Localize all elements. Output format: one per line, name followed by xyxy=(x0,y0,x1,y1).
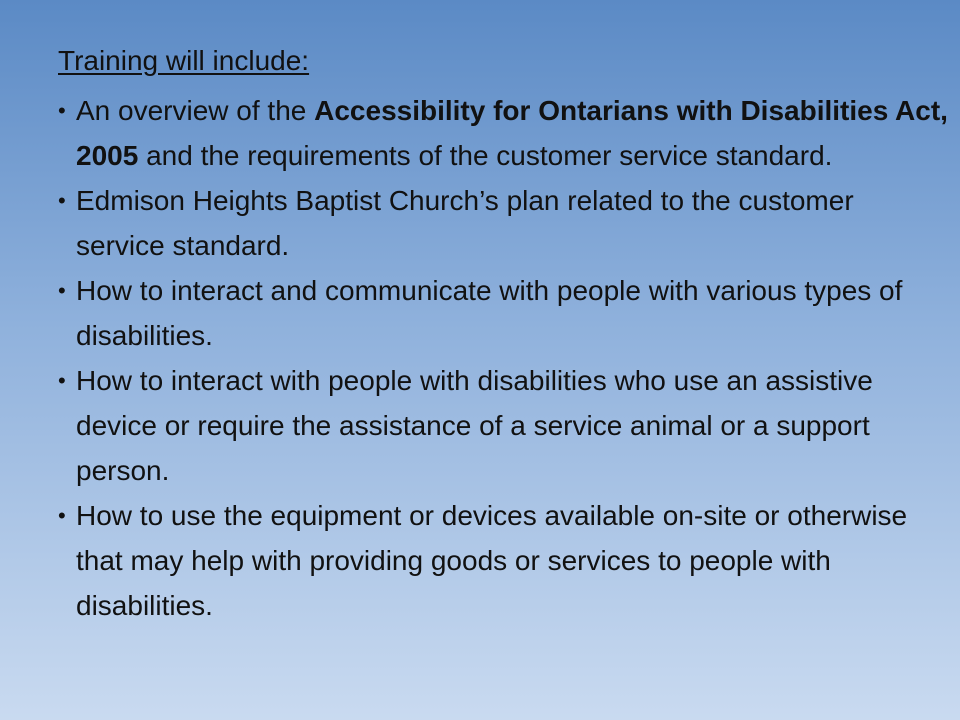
bullet-text: How to use the equipment or devices available on-site or otherwise that may help with providing goods or services to people with disabilities. xyxy=(76,500,908,621)
bullet-item-assistive-device xyxy=(58,358,948,493)
bullet-icon: • xyxy=(58,98,66,123)
bullet-text: How to interact with people with disabilities who use an assistive device or require the assistance of a service animal or a support person. xyxy=(76,365,873,486)
bullet-item-interact-communicate xyxy=(58,268,948,358)
bullet-icon: • xyxy=(58,278,66,303)
bullet-text-pre: An overview of the xyxy=(76,95,315,126)
bullet-icon: • xyxy=(58,368,66,393)
bullet-text: How to interact and communicate with people with various types of disabilities. xyxy=(76,275,903,351)
slide-content xyxy=(58,42,948,628)
bullet-item-church-plan xyxy=(58,178,948,268)
bullet-text-post: and the requirements of the customer service standard. xyxy=(138,140,833,171)
bullet-text-bold: Accessibility for Ontarians with Disabilities Act, 2005 xyxy=(76,95,948,171)
bullet-icon: • xyxy=(58,188,66,213)
slide-heading: Training will include: xyxy=(58,45,310,76)
bullet-text: Edmison Heights Baptist Church’s plan related to the customer service standard. xyxy=(76,185,854,261)
bullet-item-equipment xyxy=(58,493,948,628)
bullet-icon: • xyxy=(58,503,66,528)
bullet-text xyxy=(76,88,948,178)
bullet-item-aoda-overview xyxy=(58,88,948,178)
bullet-list xyxy=(58,88,948,628)
